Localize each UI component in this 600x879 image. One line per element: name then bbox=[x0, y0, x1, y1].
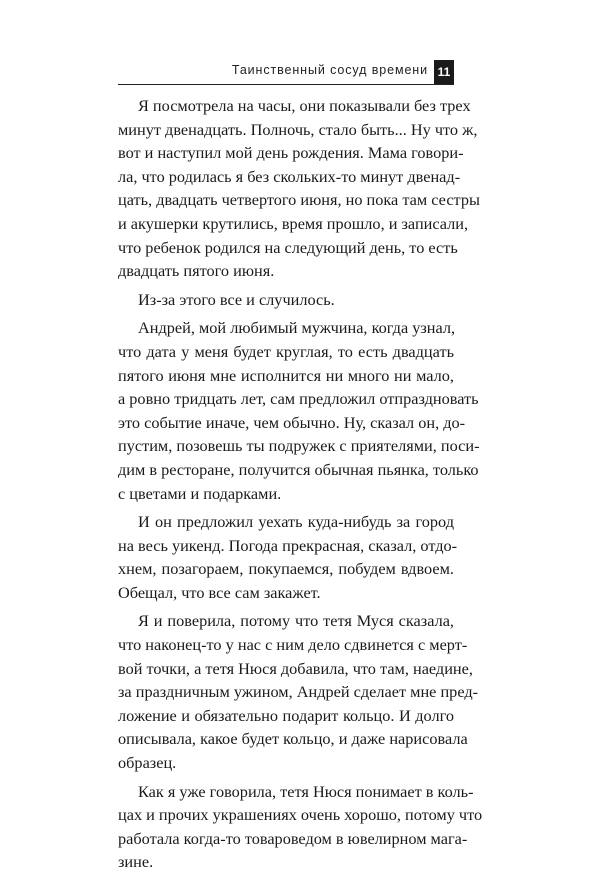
text-line: хнем, позагораем, покупаемся, побудем вдвоем. bbox=[118, 559, 454, 579]
text-line: что дата у меня будет круглая, то есть двадцать bbox=[118, 341, 454, 361]
text-line: описывала, какое будет кольцо, и даже нарисовала bbox=[118, 729, 468, 749]
paragraph bbox=[118, 510, 458, 604]
paragraph bbox=[118, 94, 480, 283]
text-line: Обещал, что все сам закажет. bbox=[118, 582, 321, 602]
text-line: минут двенадцать. Полночь, стало быть... Ну что ж, bbox=[118, 119, 478, 139]
text-line: образец. bbox=[118, 753, 177, 773]
page-number: 11 bbox=[434, 60, 454, 84]
text-line: дим в ресторане, получится обычная пьянка, только bbox=[118, 459, 479, 479]
text-line: а ровно тридцать лет, сам предложил отпраздновать bbox=[118, 389, 479, 409]
text-line: Я и поверила, потому что тетя Муся сказала, bbox=[138, 611, 454, 631]
text-line: и акушерки крутились, время прошло, и записали, bbox=[118, 213, 469, 233]
text-line: работала когда-то товароведом в ювелирном мага- bbox=[118, 828, 468, 848]
text-line: Я посмотрела на часы, они показывали без трех bbox=[138, 96, 471, 115]
text-line: за праздничным ужином, Андрей сделает мне пред- bbox=[118, 682, 479, 702]
text-line: с цветами и подарками. bbox=[118, 483, 282, 503]
text-line: Андрей, мой любимый мужчина, когда узнал, bbox=[138, 318, 456, 338]
text-line: пустим, позовешь ты подружек с приятелями, поси- bbox=[118, 436, 480, 456]
text-line: что наконец-то у нас с ним дело сдвинется с мерт- bbox=[118, 635, 468, 655]
paragraph bbox=[118, 288, 454, 312]
text-line: И он предложил уехать куда-нибудь за город bbox=[138, 512, 454, 532]
running-header bbox=[118, 60, 454, 85]
body-text bbox=[118, 94, 483, 879]
text-line: цать, двадцать четвертого июня, но пока там сестры bbox=[118, 190, 480, 210]
paragraph bbox=[118, 316, 480, 505]
text-line: это событие иначе, чем обычно. Ну, сказал он, до- bbox=[118, 412, 466, 432]
text-line: вой точки, а тетя Нюся добавила, что там, наедине, bbox=[118, 658, 473, 678]
text-line: Из-за этого все и случилось. bbox=[138, 289, 335, 309]
text-line: ложение и обязательно подарит кольцо. И долго bbox=[118, 705, 454, 725]
text-line: двадцать пятого июня. bbox=[118, 261, 275, 281]
paragraph bbox=[118, 780, 483, 874]
running-title: Таинственный сосуд времени bbox=[231, 63, 428, 77]
text-line: зине. bbox=[118, 852, 154, 872]
text-line: на весь уикенд. Погода прекрасная, сказал, отдо- bbox=[118, 535, 458, 555]
text-line: что ребенок родился на следующий день, то есть bbox=[118, 237, 458, 257]
text-line: ла, что родилась я без скольких-то минут двенад- bbox=[118, 166, 461, 186]
text-line: вот и наступил мой день рождения. Мама говори- bbox=[118, 143, 464, 163]
text-line: Как я уже говорила, тетя Нюся понимает в коль- bbox=[138, 781, 474, 801]
text-line: цах и прочих украшениях очень хорошо, потому что bbox=[118, 805, 483, 825]
text-line: пятого июня мне исполнится ни много ни мало, bbox=[118, 365, 454, 385]
